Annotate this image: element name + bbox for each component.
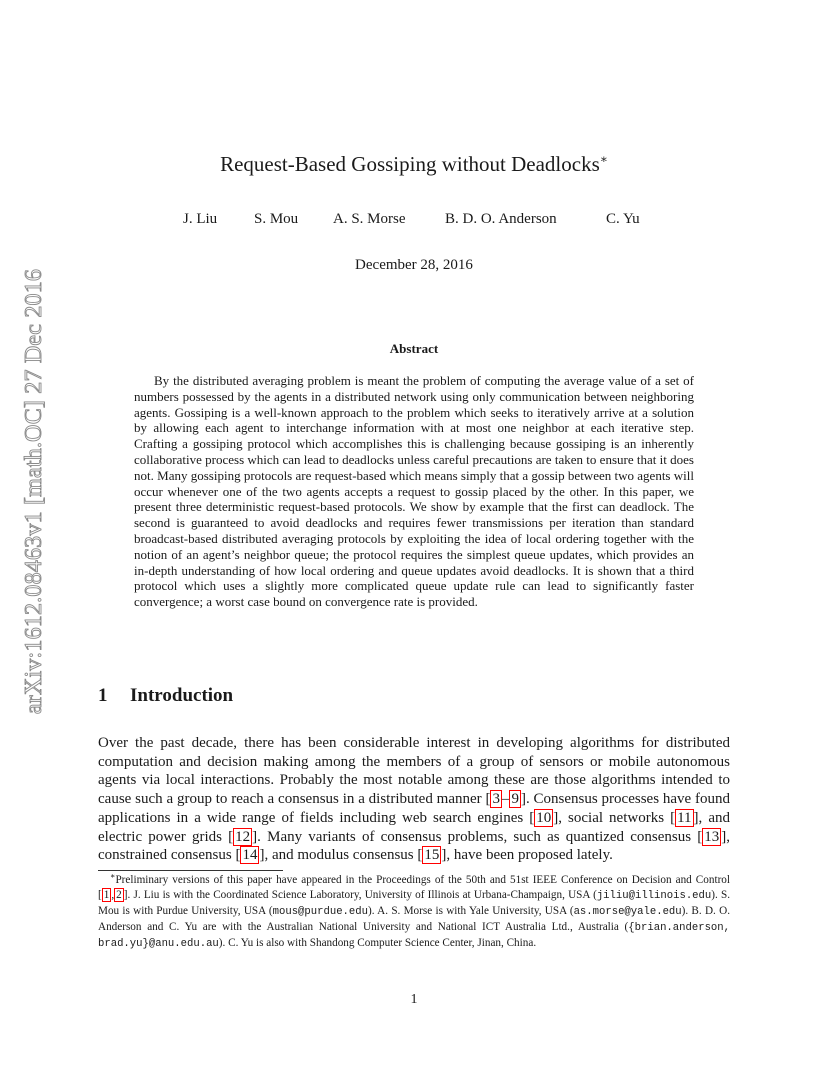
- paragraph-text: , have been proposed lately.: [446, 847, 613, 864]
- paragraph-text: . Consensus processes have found applications in a wide range of fields including web search engines: [98, 791, 730, 826]
- section-number: 1: [98, 685, 108, 706]
- footnote-divider: [98, 870, 283, 871]
- footnote-text: ). B. D. O. Anderson and C. Yu are with the Australian National University and National ICT Australia Ltd., Australia (: [98, 905, 730, 934]
- abstract-heading: Abstract: [389, 341, 439, 356]
- title-footnote-mark: ∗: [599, 152, 608, 166]
- page-number: 1: [410, 992, 418, 1007]
- paragraph-text: . Many variants of consensus problems, such as quantized consensus: [257, 828, 698, 845]
- email-address[interactable]: {brian.anderson, brad.yu}@anu.edu.au: [98, 922, 730, 951]
- citation-link[interactable]: 14: [242, 847, 258, 864]
- citation-link[interactable]: 13: [704, 828, 720, 845]
- paper-title-text: Request-Based Gossiping without Deadlocks: [220, 152, 600, 176]
- arxiv-identifier-text: arXiv:1612.08463v1 [math.OC] 27 Dec 2016: [21, 268, 48, 714]
- footnote-mark: ∗: [110, 871, 116, 881]
- author-name: A. S. Morse: [333, 211, 406, 227]
- section-title: Introduction: [130, 685, 234, 706]
- footnote-text: ). A. S. Morse is with Yale University, USA (: [367, 905, 574, 918]
- email-address[interactable]: jiliu@illinois.edu: [596, 890, 712, 903]
- author-name: J. Liu: [183, 211, 218, 227]
- citation-link[interactable]: 10: [536, 809, 552, 826]
- citation-separator: ,: [111, 889, 115, 902]
- citation-link[interactable]: 15: [424, 847, 440, 864]
- footnote-text: Preliminary versions of this paper have appeared in the Proceedings of the 50th and 51st IEEE Conference on Decision and Control: [115, 874, 730, 886]
- email-address[interactable]: mous@purdue.edu: [272, 906, 368, 919]
- footnote: ∗Preliminary versions of this paper have appeared in the Proceedings of the 50th and 51st IEEE Conference on Decision and Control [ 1 , 2 ]. J. Liu is with the Coordinated Science Laboratory, University of Illinois at Urbana-Champaign, USA (jiliu@illinois.edu). S. Mou is with Purdue University, USA (mous@purdue.edu). A. S. Morse is with Yale University, USA (as.morse@yale.edu). B. D. O. Anderson and C. Yu are with the Australian National University and National ICT Australia Ltd., Australia ({brian.anderson, brad.yu}@anu.edu.au). C. Yu is also with Shandong Computer Science Center, Jinan, China.: [98, 871, 731, 951]
- citation-link[interactable]: 11: [677, 809, 692, 826]
- citation-link[interactable]: 12: [235, 828, 251, 845]
- paper-date: December 28, 2016: [355, 257, 473, 273]
- paper-title: [0, 152, 828, 177]
- citation-separator: –: [501, 791, 510, 808]
- citation-link[interactable]: 2: [116, 889, 122, 902]
- citation-link[interactable]: 1: [103, 889, 110, 902]
- paragraph-text: , and modulus consensus: [264, 847, 418, 864]
- paragraph-text: , and electric power grids: [98, 809, 730, 845]
- email-address[interactable]: as.morse@yale.edu: [573, 906, 682, 919]
- paragraph-text: , constrained consensus: [98, 828, 730, 864]
- footnote-text: ). S. Mou is with Purdue University, USA (: [98, 889, 731, 918]
- abstract-body: By the distributed averaging problem is meant the problem of computing the average value of a set of numbers possessed by the agents in a distributed network using only communication between neighboring agents. Gossiping is a well-known approach to the problem which seeks to iteratively arrive at a solution by allowing each agent to interchange information with at most one neighbor at each iterative step. Crafting a gossiping protocol which accomplishes this is challenging because gossiping is an inherently collaborative process which can lead to deadlocks unless careful precautions are taken to ensure that it does not. Many gossiping protocols are request-based which means simply that a gossip between two agents will occur whenever one of the two agents accepts a request to gossip placed by the other. In this paper, we present three deterministic request-based protocols. We show by example that the first can deadlock. The second is guaranteed to avoid deadlocks and requires fewer transmissions per iteration than standard broadcast-based distributed averaging protocols by exploiting the idea of local ordering together with the notion of an agent’s neighbor queue; the protocol requires the simplest queue updates, which provides an in-depth understanding of how local ordering and queue updates avoid deadlocks. It is shown that a third protocol which uses a slightly more complicated queue update rule can lead to significantly faster convergence; a worst case bound on convergence rate is provided.: [134, 373, 694, 610]
- author-name: C. Yu: [606, 211, 640, 227]
- arxiv-identifier-stamp: [18, 236, 52, 746]
- paragraph-text: Over the past decade, there has been considerable interest in developing algorithms for distributed computation and decision making among the members of a group of sensors or mobile autonomous agents via local interactions. Probably the most notable among these are those algorithms intended to cause such a group to reach a consensus in a distributed manner: [98, 735, 730, 808]
- author-name: S. Mou: [254, 211, 299, 227]
- citation-link[interactable]: 3: [492, 791, 500, 808]
- section-heading: [98, 685, 233, 707]
- paragraph-text: , social networks: [558, 809, 671, 826]
- footnote-text: . J. Liu is with the Coordinated Science Laboratory, University of Illinois at Urbana-Champaign, USA (: [127, 889, 597, 902]
- footnote-text: ). C. Yu is also with Shandong Computer Science Center, Jinan, China.: [218, 937, 537, 950]
- citation-link[interactable]: 9: [511, 791, 519, 808]
- author-name: B. D. O. Anderson: [445, 211, 557, 227]
- introduction-paragraph: Over the past decade, there has been considerable interest in developing algorithms for distributed computation and decision making among the members of a group of sensors or mobile autonomous agents via local interactions. Probably the most notable among these are those algorithms intended to cause such a group to reach a consensus in a distributed manner [ 3 – 9 ]. Consensus processes have found applications in a wide range of fields including web search engines [ 10 ], social networks [ 11 ], and electric power grids [ 12 ]. Many variants of consensus problems, such as quantized consensus [ 13 ], constrained consensus [ 14 ], and modulus consensus [ 15 ], have been proposed lately.: [98, 735, 730, 864]
